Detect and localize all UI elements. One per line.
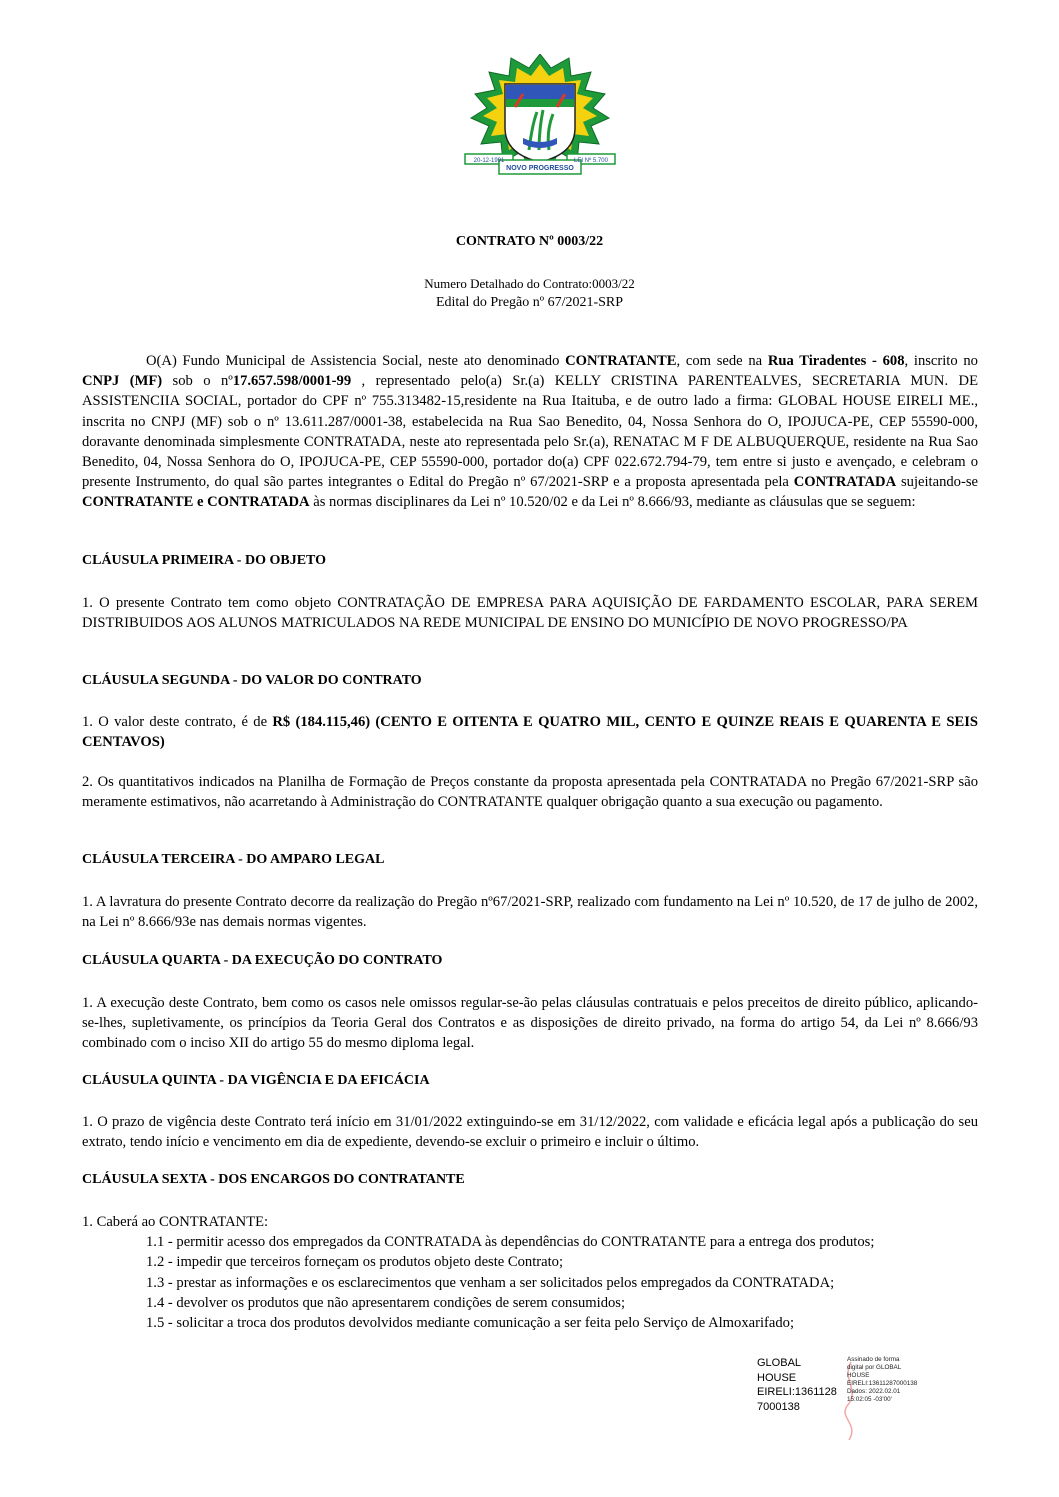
edital-reference: Edital do Pregão nº 67/2021-SRP bbox=[435, 295, 624, 310]
clause-2-paragraph-2: 2. Os quantitativos indicados na Planilha de Formação de Preços constante da proposta apresentada pela CONTRATADA no Pregão 67/2021-SRP são meramente estimativos, não acarretando à Administração do CONTRATANTE qualquer obrigação quanto a sua execução ou pagamento. bbox=[82, 774, 978, 811]
clause-2-paragraph-1: 1. O valor deste contrato, é de R$ (184.115,46) (CENTO E OITENTA E QUATRO MIL, CENTO E QUINZE REAIS E QUARENTA E SEIS CENTAVOS) bbox=[82, 714, 978, 751]
crest-banner-left: 20-12-1991 bbox=[473, 158, 505, 164]
contract-title: CONTRATO Nº 0003/22 bbox=[455, 234, 604, 249]
clause-6-intro: 1. Caberá ao CONTRATANTE: bbox=[82, 1214, 269, 1230]
clause-6-list bbox=[82, 1212, 978, 1333]
municipal-crest-image bbox=[459, 54, 621, 182]
contract-detail-number: Numero Detalhado do Contrato:0003/22 bbox=[424, 276, 635, 291]
list-item: 1.1 - permitir acesso dos empregados da CONTRATADA às dependências do CONTRATANTE para a entrega dos produtos; bbox=[146, 1234, 875, 1251]
list-item: 1.2 - impedir que terceiros forneçam os produtos objeto deste Contrato; bbox=[146, 1254, 564, 1271]
intro-paragraph: O(A) Fundo Municipal de Assistencia Social, neste ato denominado CONTRATANTE, com sede na Rua Tiradentes - 608, inscrito no CNPJ (MF) sob o nº17.657.598/0001-99 , representado pelo(a) Sr.(a) KELLY CRISTINA PARENTEALVES, SECRETARIA MUN. DE ASSISTENCIIA SOCIAL, portador do CPF nº 755.313482-15,residente na Rua Itaituba, e de outro lado a firma: GLOBAL HOUSE EIRELI ME., inscrita no CNPJ (MF) sob o nº 13.611.287/0001-38, estabelecida na Rua Sao Benedito, 04, Nossa Senhora do O, IPOJUCA-PE, CEP 55590-000, doravante denominada simplesmente CONTRATADA, neste ato representada pelo Sr.(a), RENATAC M F DE ALBUQUERQUE, residente na Rua Sao Benedito, 04, Nossa Senhora do O, IPOJUCA-PE, CEP 55590-000, portador do(a) CPF 022.672.794-79, tem entre si justo e avençado, e celebram o presente Instrumento, do qual são partes integrantes o Edital do Pregão nº 67/2021-SRP e a proposta apresentada pela CONTRATADA sujeitando-se CONTRATANTE e CONTRATADA às normas disciplinares da Lei nº 10.520/02 e da Lei nº 8.666/93, mediante as cláusulas que se seguem: bbox=[82, 353, 978, 511]
clause-4-paragraph: 1. A execução deste Contrato, bem como os casos nele omissos regular-se-ão pelas cláusulas contratuais e pelos preceitos de direito público, aplicando-se-lhes, supletivamente, os princípios da Teoria Geral dos Contratos e as disposições de direito privado, na forma do artigo 54, da Lei nº 8.666/93 combinado com o inciso XII do artigo 55 do mesmo diploma legal. bbox=[82, 995, 978, 1052]
clause-1-paragraph: 1. O presente Contrato tem como objeto CONTRATAÇÃO DE EMPRESA PARA AQUISIÇÃO DE FARDAMENTO ESCOLAR, PARA SEREM DISTRIBUIDOS AOS ALUNOS MATRICULADOS NA REDE MUNICIPAL DE ENSINO DO MUNICÍPIO DE NOVO PROGRESSO/PA bbox=[82, 595, 978, 632]
clause-5-heading: CLÁUSULA QUINTA - DA VIGÊNCIA E DA EFICÁCIA bbox=[82, 1073, 430, 1088]
clause-2-heading: CLÁUSULA SEGUNDA - DO VALOR DO CONTRATO bbox=[82, 673, 422, 688]
list-item: 1.5 - solicitar a troca dos produtos devolvidos mediante comunicação a ser feita pelo Serviço de Almoxarifado; bbox=[146, 1315, 795, 1332]
signature-details: Assinado de forma digital por GLOBAL HOUSE EIRELI:13611287000138 Dados: 2022.02.01 15:02:05 -03'00' bbox=[847, 1356, 918, 1403]
clause-3-paragraph: 1. A lavratura do presente Contrato decorre da realização do Pregão nº67/2021-SRP, realizado com fundamento na Lei nº 10.520, de 17 de julho de 2002, na Lei nº 8.666/93e nas demais normas vigentes. bbox=[82, 894, 978, 931]
clause-1-heading: CLÁUSULA PRIMEIRA - DO OBJETO bbox=[82, 553, 327, 568]
crest-banner-mid: NOVO PROGRESSO bbox=[506, 165, 574, 172]
digital-signature bbox=[757, 1356, 937, 1446]
crest-banner-right: LEI Nº 5.700 bbox=[574, 158, 608, 164]
list-item: 1.3 - prestar as informações e os esclarecimentos que venham a ser solicitados pelos empregados da CONTRATADA; bbox=[146, 1274, 835, 1291]
clause-5-paragraph: 1. O prazo de vigência deste Contrato terá início em 31/01/2022 extinguindo-se em 31/12/2022, com validade e eficácia legal após a publicação do seu extrato, tendo início e vencimento em dia de expediente, devendo-se excluir o primeiro e incluir o último. bbox=[82, 1114, 978, 1151]
clause-3-heading: CLÁUSULA TERCEIRA - DO AMPARO LEGAL bbox=[82, 852, 385, 867]
clause-6-heading: CLÁUSULA SEXTA - DOS ENCARGOS DO CONTRATANTE bbox=[82, 1172, 465, 1187]
signer-name: GLOBAL HOUSE EIRELI:1361128 7000138 bbox=[757, 1357, 837, 1413]
clause-4-heading: CLÁUSULA QUARTA - DA EXECUÇÃO DO CONTRATO bbox=[82, 953, 443, 968]
list-item: 1.4 - devolver os produtos que não apresentarem condições de serem consumidos; bbox=[146, 1294, 626, 1311]
